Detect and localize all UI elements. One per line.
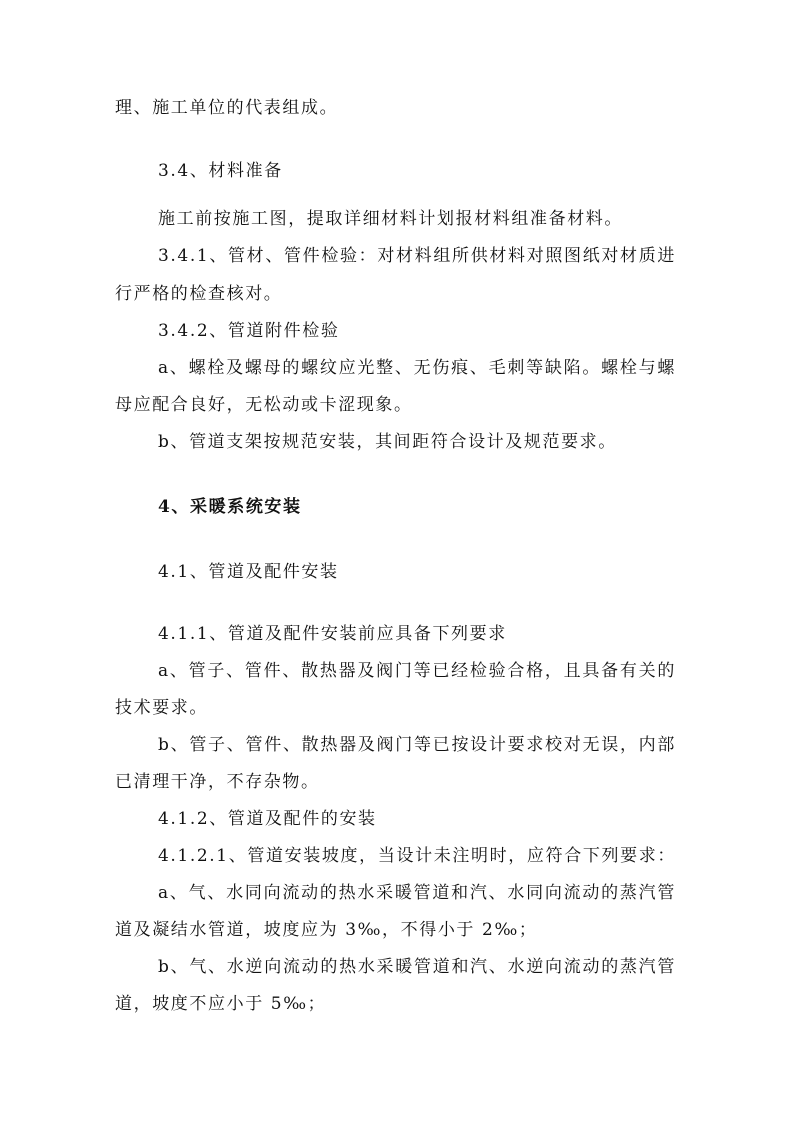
paragraph-line: 道及凝结水管道，坡度应为 3‰，不得小于 2‰； [115,920,538,940]
paragraph-line: a、螺栓及螺母的螺纹应光整、无伤痕、毛刺等缺陷。螺栓与螺 [158,358,676,378]
paragraph-line: a、管子、管件、散热器及阀门等已经检验合格，且具备有关的 [158,661,676,681]
paragraph-line: b、管子、管件、散热器及阀门等已按设计要求校对无误，内部 [158,735,676,755]
paragraph-line: 行严格的检查核对。 [115,284,283,304]
paragraph-line: 已清理干净，不存杂物。 [115,772,320,792]
paragraph-line: 母应配合良好，无松动或卡涩现象。 [115,395,413,415]
paragraph-line: 4.1.2.1、管道安装坡度，当设计未注明时，应符合下列要求： [158,846,676,866]
paragraph-line: 3.4.1、管材、管件检验：对材料组所供材料对照图纸对材质进 [158,246,676,266]
paragraph-line: a、气、水同向流动的热水采暖管道和汽、水同向流动的蒸汽管 [158,883,676,903]
paragraph-line: 理、施工单位的代表组成。 [115,98,339,118]
paragraph-line: b、管道支架按规范安装，其间距符合设计及规范要求。 [158,432,617,452]
paragraph-line: b、气、水逆向流动的热水采暖管道和汽、水逆向流动的蒸汽管 [158,957,676,977]
subsection-heading: 4.1.2、管道及配件的安装 [158,809,377,829]
section-heading: 4.1、管道及配件安装 [158,562,339,582]
chapter-heading: 4、采暖系统安装 [158,497,302,517]
section-heading: 3.4、材料准备 [158,161,283,181]
paragraph-line: 施工前按施工图，提取详细材料计划报材料组准备材料。 [158,209,623,229]
subsection-heading: 3.4.2、管道附件检验 [158,321,340,341]
subsection-heading: 4.1.1、管道及配件安装前应具备下列要求 [158,624,507,644]
paragraph-line: 道，坡度不应小于 5‰； [115,994,327,1014]
paragraph-line: 技术要求。 [115,698,208,718]
